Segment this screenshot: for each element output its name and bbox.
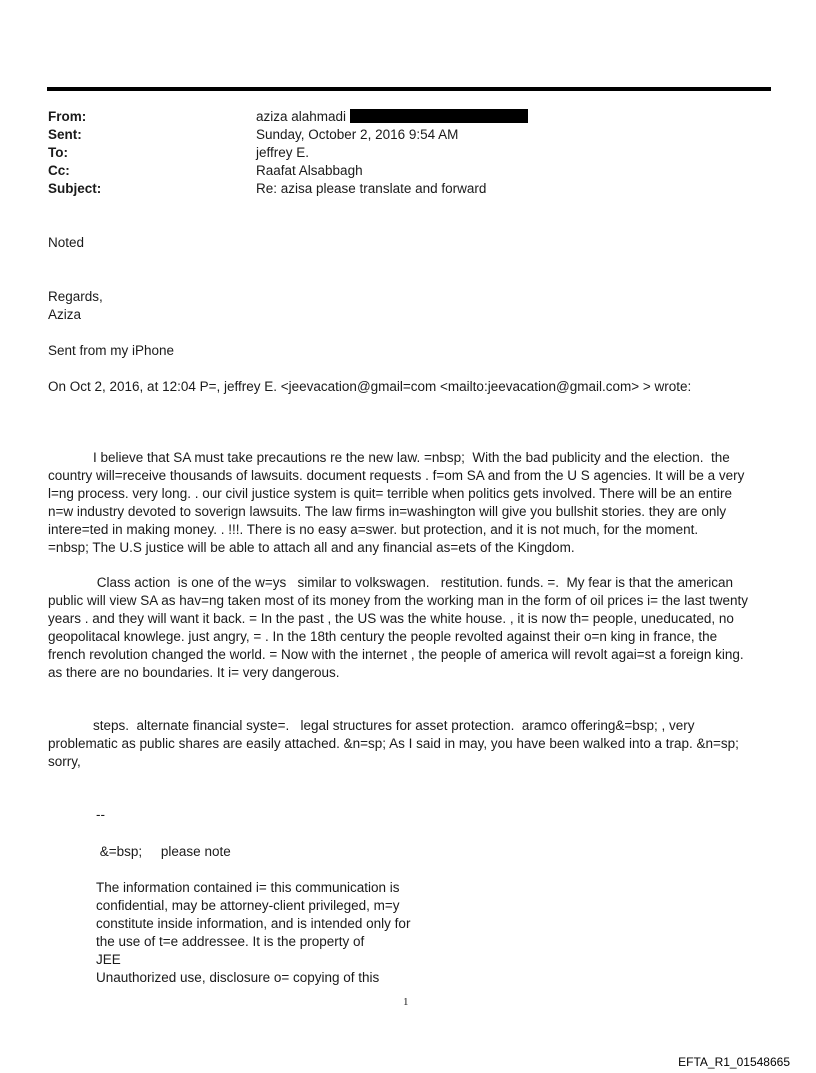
from-label: From: bbox=[48, 109, 87, 124]
p1-line: intere=ted in making money. . !!!. There is no easy a=swer. but protection, and it is not much, for the moment. bbox=[48, 522, 699, 537]
p1-line: country will=receive thousands of lawsuits. document requests . f=om SA and from the U S agencies. It will be a very bbox=[48, 468, 745, 483]
body-paragraph-3 bbox=[48, 717, 778, 771]
disclaimer-line: The information contained i= this communication is bbox=[96, 880, 400, 895]
sent-label: Sent: bbox=[48, 127, 82, 142]
p3-line: sorry, bbox=[48, 754, 81, 769]
quote-intro: On Oct 2, 2016, at 12:04 P=, jeffrey E. <jeevacation@gmail=com <mailto:jeevacation@gmail.com> > wrote: bbox=[48, 379, 692, 394]
p2-line: years . and they will want it back. = In the past , the US was the white house. , it is now th= people, uneducated, no bbox=[48, 611, 734, 626]
p1-line: =nbsp; The U.S justice will be able to attach all and any financial as=ets of the Kingdom. bbox=[48, 540, 575, 555]
body-paragraph-1 bbox=[48, 449, 778, 557]
sent-value: Sunday, October 2, 2016 9:54 AM bbox=[256, 127, 459, 142]
cc-value: Raafat Alsabbagh bbox=[256, 163, 363, 178]
disclaimer-line: Unauthorized use, disclosure o= copying of this bbox=[96, 970, 380, 985]
body-paragraph-2 bbox=[48, 574, 778, 682]
from-value bbox=[256, 108, 528, 126]
to-value: jeffrey E. bbox=[256, 145, 310, 160]
bates-number: EFTA_R1_01548665 bbox=[678, 1055, 790, 1069]
p2-line: public will view SA as hav=ng taken most of its money from the working man in the form of oil prices i= the last twenty bbox=[48, 593, 749, 608]
reply-noted: Noted bbox=[48, 235, 85, 250]
p3-line: problematic as public shares are easily attached. &n=sp; As I said in may, you have been walked into a trap. &n=sp; bbox=[48, 736, 739, 751]
signature-dashes: -- bbox=[96, 807, 105, 822]
disclaimer-line: the use of t=e addressee. It is the property of bbox=[96, 934, 365, 949]
p1-line: I believe that SA must take precautions re the new law. =nbsp; With the bad publicity and the election. the bbox=[48, 450, 730, 465]
disclaimer-line: JEE bbox=[96, 952, 121, 967]
reply-regards: Regards, bbox=[48, 289, 103, 304]
disclaimer bbox=[96, 879, 410, 987]
header-rule bbox=[47, 87, 771, 91]
please-note: &=bsp; please note bbox=[96, 844, 231, 859]
disclaimer-line: constitute inside information, and is intended only for bbox=[96, 916, 411, 931]
reply-name: Aziza bbox=[48, 307, 82, 322]
reply-signature: Sent from my iPhone bbox=[48, 343, 175, 358]
cc-label: Cc: bbox=[48, 163, 70, 178]
redaction-block bbox=[350, 109, 528, 123]
from-name: aziza alahmadi bbox=[256, 109, 347, 124]
p2-line: Class action is one of the w=ys similar to volkswagen. restitution. funds. =. My fear is that the american bbox=[48, 575, 734, 590]
p3-line: steps. alternate financial syste=. legal structures for asset protection. aramco offering&=bsp; , very bbox=[48, 718, 695, 733]
p1-line: l=ng process. very long. . our civil justice system is quit= terrible when politics gets involved. There will be an entire bbox=[48, 486, 733, 501]
disclaimer-line: confidential, may be attorney-client privileged, m=y bbox=[96, 898, 400, 913]
to-label: To: bbox=[48, 145, 68, 160]
p1-line: n=w industry devoted to soverign lawsuits. The law firms in=washington will give you bullshit stories. they are only bbox=[48, 504, 727, 519]
subject-value: Re: azisa please translate and forward bbox=[256, 181, 487, 196]
page-number: 1 bbox=[403, 996, 409, 1008]
p2-line: as there are no boundaries. It i= very dangerous. bbox=[48, 665, 340, 680]
p2-line: french revolution changed the world. = Now with the internet , the people of america will revolt agai=st a foreign king. bbox=[48, 647, 744, 662]
p2-line: geopolitacal knowlege. just angry, = . In the 18th century the people revolted against their o=n king in france, the bbox=[48, 629, 718, 644]
subject-label: Subject: bbox=[48, 181, 102, 196]
